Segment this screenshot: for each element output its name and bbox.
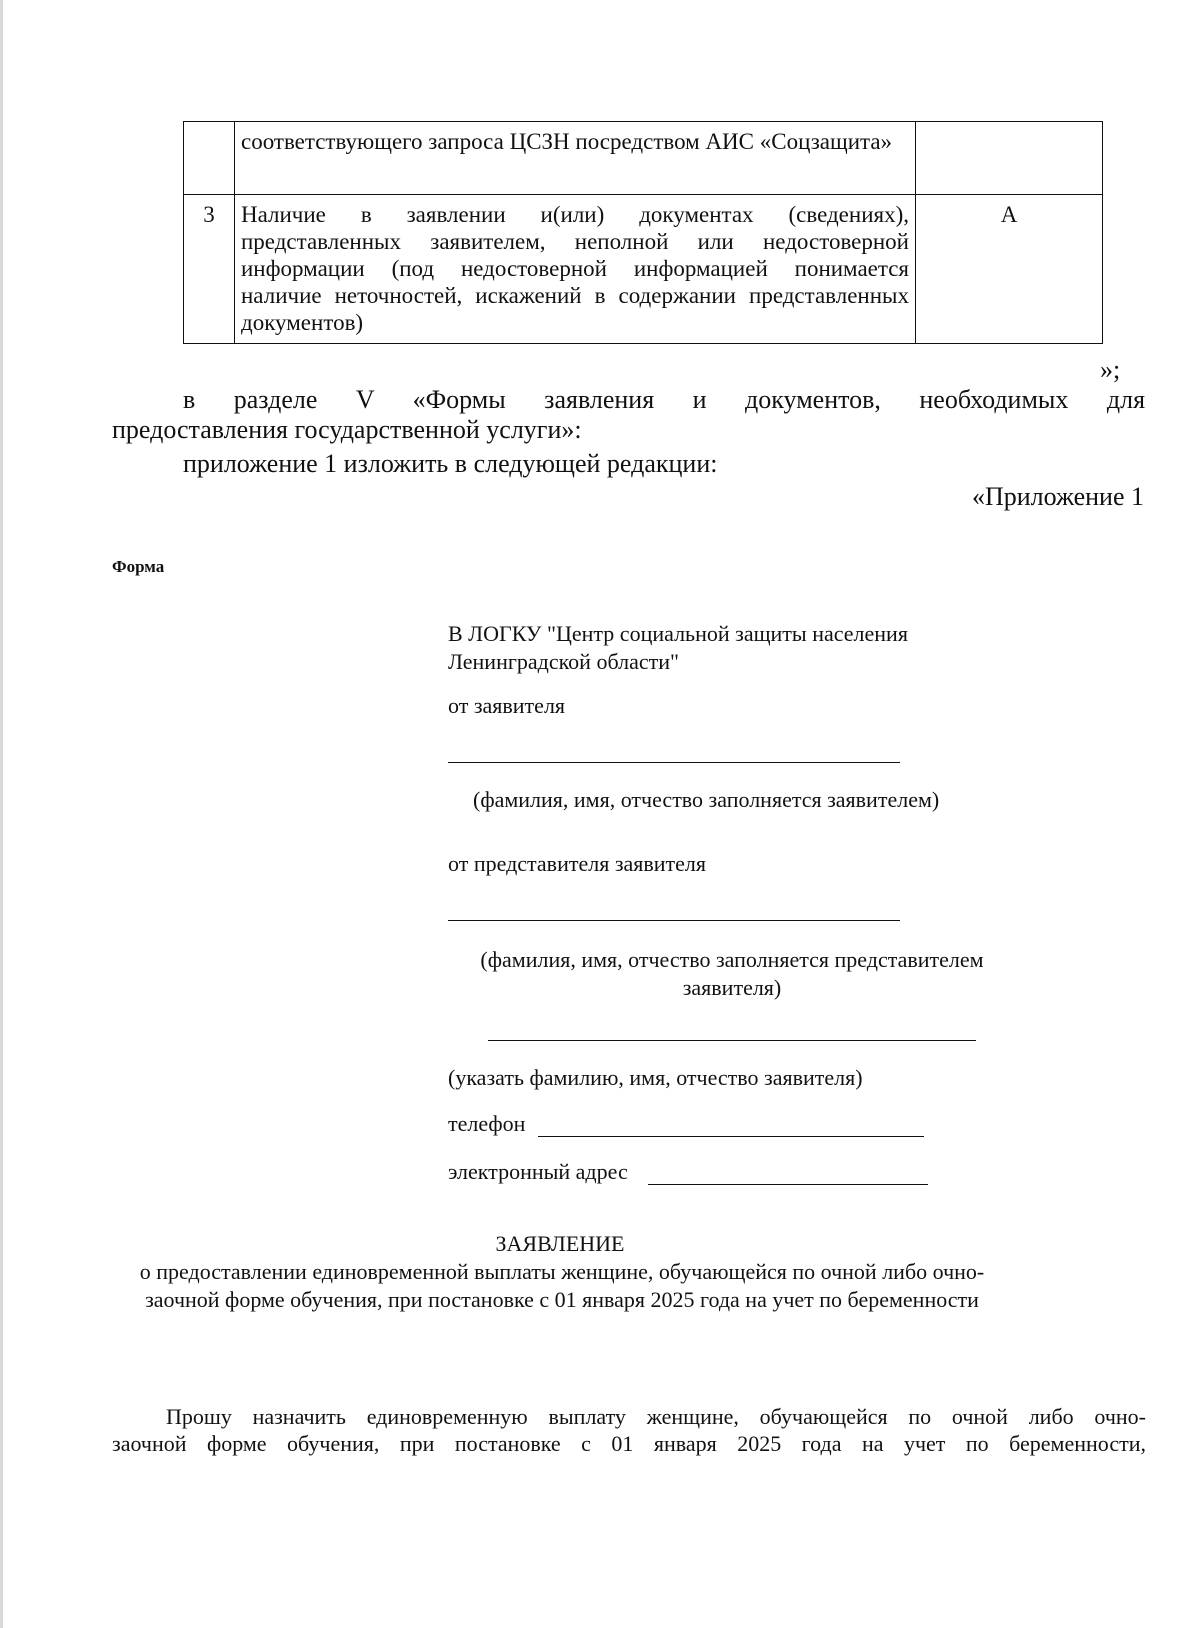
specify-hint: (указать фамилию, имя, отчество заявителя) <box>448 1065 863 1090</box>
email-line <box>648 1184 928 1185</box>
representative-name-line <box>448 920 900 921</box>
amend-line-1 <box>183 384 1145 416</box>
table-row <box>184 195 1103 344</box>
body-line-1: Прошу назначить единовременную выплату женщине, обучающейся по очной либо очно- <box>166 1404 1146 1429</box>
amend-line-3: приложение 1 изложить в следующей редакции: <box>183 449 718 478</box>
scan-edge <box>0 0 3 1628</box>
form-label: Форма <box>112 557 165 576</box>
applicant-hint: (фамилия, имя, отчество заполняется заявителем) <box>473 787 940 812</box>
phone-label: телефон <box>448 1111 526 1136</box>
word: заявления <box>544 385 655 414</box>
word: разделе <box>233 385 318 414</box>
row-code: А <box>916 195 1103 344</box>
statement-title: ЗАЯВЛЕНИЕ <box>495 1231 625 1256</box>
row-text: соответствующего запроса ЦСЗН посредством АИС «Соцзащита» <box>235 122 916 195</box>
word: для <box>1106 385 1146 414</box>
word: «Формы <box>412 385 506 414</box>
from-representative-label: от представителя заявителя <box>448 851 707 876</box>
row-code <box>916 122 1103 195</box>
closing-quote: »; <box>1100 355 1121 384</box>
word: необходимых <box>919 385 1069 414</box>
word: V <box>355 385 375 414</box>
representative-hint: (фамилия, имя, отчество заполняется представителем заявителя) <box>480 947 984 1000</box>
addressee: В ЛОГКУ "Центр социальной защиты населения Ленинградской области" <box>448 621 908 674</box>
email-label: электронный адрес <box>448 1159 628 1184</box>
row-number: 3 <box>184 195 235 344</box>
word: и <box>692 385 707 414</box>
word: документов, <box>745 385 881 414</box>
specify-name-line <box>488 1040 976 1041</box>
table-row <box>184 122 1103 195</box>
row-text: Наличие в заявлении и(или) документах (сведениях), представленных заявителем, неполной или недостоверной информации (под недостоверной информацией понимается наличие неточностей, искажений в содержании представленных документов) <box>235 195 916 344</box>
from-applicant-label: от заявителя <box>448 693 566 718</box>
word: в <box>183 385 196 414</box>
row-number <box>184 122 235 195</box>
amend-line-2: предоставления государственной услуги»: <box>112 415 582 444</box>
applicant-name-line <box>448 762 900 763</box>
appendix-title: «Приложение 1 <box>971 482 1144 511</box>
criteria-table <box>183 121 1103 344</box>
statement-subtitle: о предоставлении единовременной выплаты женщине, обучающейся по очной либо очно-заочной форме обучения, при постановке с 01 января 2025 года на учет по беременности <box>139 1259 985 1312</box>
phone-line <box>538 1136 924 1137</box>
body-line-2: заочной форме обучения, при постановке с 01 января 2025 года на учет по беременности, <box>112 1431 1146 1456</box>
